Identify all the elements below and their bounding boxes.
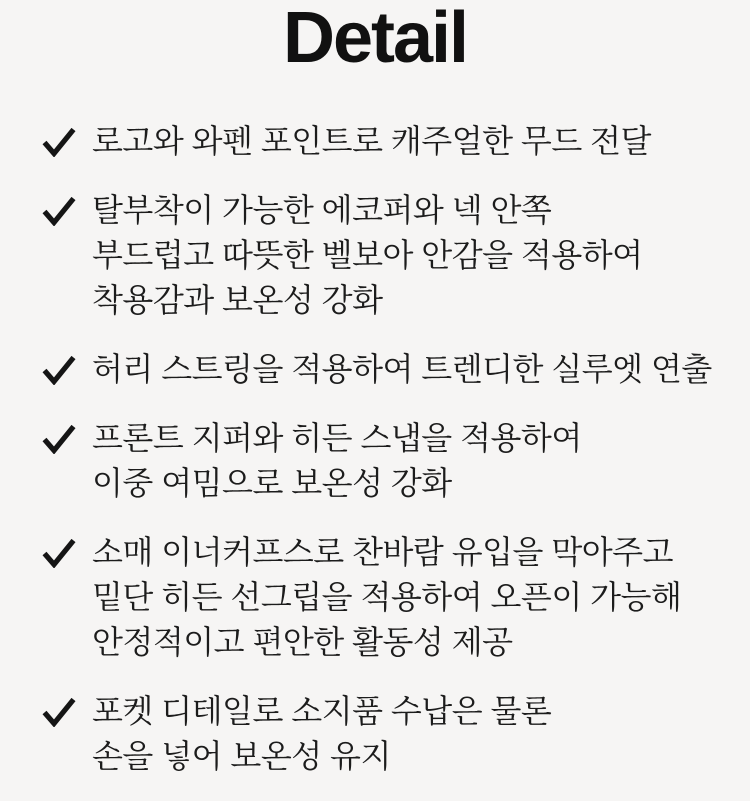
detail-list <box>0 119 750 779</box>
item-text <box>92 689 551 779</box>
item-line: 안정적이고 편안한 활동성 제공 <box>92 624 513 660</box>
item-text <box>92 530 681 665</box>
list-item <box>42 689 742 779</box>
item-text <box>92 347 712 392</box>
page-title: Detail <box>282 0 468 78</box>
item-text <box>92 119 651 164</box>
item-line: 부드럽고 따뜻한 벨보아 안감을 적용하여 <box>92 237 643 273</box>
item-line: 착용감과 보온성 강화 <box>92 282 383 318</box>
check-icon <box>42 538 76 568</box>
list-item <box>42 530 742 665</box>
item-line: 소매 이너커프스로 찬바람 유입을 막아주고 <box>92 534 673 570</box>
item-line: 탈부착이 가능한 에코퍼와 넥 안쪽 <box>92 192 552 228</box>
check-icon <box>42 196 76 226</box>
item-line: 허리 스트링을 적용하여 트렌디한 실루엣 연출 <box>92 351 712 387</box>
check-icon <box>42 697 76 727</box>
item-line: 이중 여밈으로 보온성 강화 <box>92 465 452 501</box>
item-text <box>92 416 582 506</box>
item-line: 포켓 디테일로 소지품 수납은 물론 <box>92 693 552 729</box>
list-item <box>42 188 742 323</box>
item-line: 밑단 히든 선그립을 적용하여 오픈이 가능해 <box>92 579 682 615</box>
item-text <box>92 188 643 323</box>
check-icon <box>42 127 76 157</box>
list-item <box>42 416 742 506</box>
check-icon <box>42 355 76 385</box>
item-line: 로고와 와펜 포인트로 캐주얼한 무드 전달 <box>92 123 651 159</box>
item-line: 프론트 지퍼와 히든 스냅을 적용하여 <box>92 420 582 456</box>
list-item <box>42 119 742 164</box>
item-line: 손을 넣어 보온성 유지 <box>92 738 391 774</box>
list-item <box>42 347 742 392</box>
check-icon <box>42 424 76 454</box>
